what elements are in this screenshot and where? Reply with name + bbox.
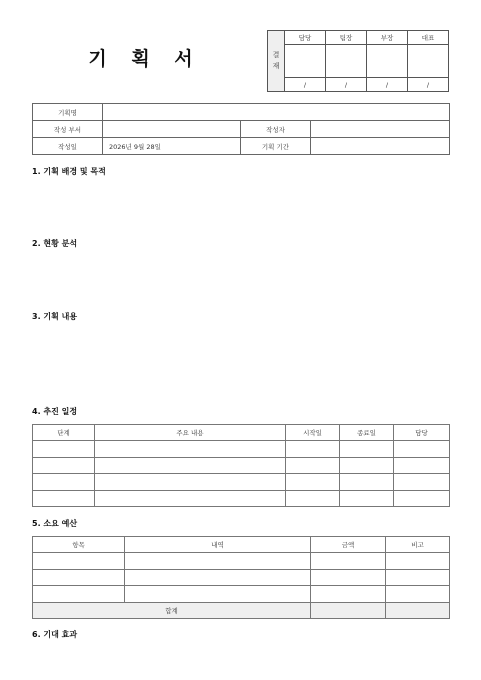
budget-cell[interactable] <box>125 586 311 603</box>
schedule-cell[interactable] <box>33 490 95 507</box>
schedule-cell[interactable] <box>340 474 394 491</box>
approval-role: 담당 <box>285 31 326 45</box>
budget-cell[interactable] <box>311 553 386 570</box>
period-field[interactable] <box>311 138 450 155</box>
dept-label: 작성 부서 <box>33 121 103 138</box>
budget-header-cell: 내역 <box>125 537 311 553</box>
schedule-cell[interactable] <box>95 441 286 458</box>
schedule-header-cell: 단계 <box>33 425 95 441</box>
approval-date-cell[interactable]: / <box>367 78 408 92</box>
table-row <box>33 474 450 491</box>
author-label: 작성자 <box>241 121 311 138</box>
schedule-cell[interactable] <box>340 457 394 474</box>
schedule-cell[interactable] <box>95 457 286 474</box>
approval-side-label-2: 재 <box>272 62 280 70</box>
budget-total-row <box>33 602 450 619</box>
approval-sign-cell[interactable] <box>285 45 326 78</box>
budget-cell[interactable] <box>386 586 450 603</box>
section-heading-analysis: 2. 현황 분석 <box>32 239 78 248</box>
budget-total-label: 합계 <box>33 602 311 619</box>
budget-table <box>32 536 450 619</box>
table-row <box>33 441 450 458</box>
approval-sign-cell[interactable] <box>408 45 449 78</box>
section-heading-effects: 6. 기대 효과 <box>32 630 78 639</box>
approval-box <box>267 30 449 92</box>
budget-cell[interactable] <box>33 586 125 603</box>
schedule-header-cell: 담당 <box>394 425 450 441</box>
schedule-cell[interactable] <box>286 474 340 491</box>
budget-cell[interactable] <box>33 553 125 570</box>
approval-date-cell[interactable]: / <box>408 78 449 92</box>
plan-name-label: 기획명 <box>33 104 103 121</box>
document-title: 기 획 서 <box>88 48 202 70</box>
table-row <box>33 457 450 474</box>
plan-name-field[interactable] <box>103 104 450 121</box>
budget-cell[interactable] <box>125 553 311 570</box>
schedule-cell[interactable] <box>33 474 95 491</box>
schedule-cell[interactable] <box>95 474 286 491</box>
approval-sign-cell[interactable] <box>326 45 367 78</box>
budget-cell[interactable] <box>311 569 386 586</box>
section-heading-content: 3. 기획 내용 <box>32 312 78 321</box>
schedule-header-cell: 종료일 <box>340 425 394 441</box>
section-heading-budget: 5. 소요 예산 <box>32 519 78 528</box>
approval-date-cell[interactable]: / <box>326 78 367 92</box>
approval-role: 팀장 <box>326 31 367 45</box>
budget-cell[interactable] <box>311 586 386 603</box>
approval-date-cell[interactable]: / <box>285 78 326 92</box>
period-label: 기획 기간 <box>241 138 311 155</box>
table-row <box>33 490 450 507</box>
approval-role: 대표 <box>408 31 449 45</box>
schedule-cell[interactable] <box>340 490 394 507</box>
table-row <box>33 553 450 570</box>
budget-cell[interactable] <box>386 569 450 586</box>
section-heading-schedule: 4. 추진 일정 <box>32 407 78 416</box>
date-field[interactable]: 2026년 9월 28일 <box>103 138 241 155</box>
schedule-cell[interactable] <box>33 457 95 474</box>
schedule-cell[interactable] <box>33 441 95 458</box>
schedule-cell[interactable] <box>394 490 450 507</box>
schedule-cell[interactable] <box>286 457 340 474</box>
approval-role: 부장 <box>367 31 408 45</box>
budget-cell[interactable] <box>33 569 125 586</box>
table-row <box>33 569 450 586</box>
budget-cell[interactable] <box>386 553 450 570</box>
schedule-cell[interactable] <box>394 441 450 458</box>
schedule-cell[interactable] <box>394 474 450 491</box>
schedule-cell[interactable] <box>286 490 340 507</box>
table-row <box>33 586 450 603</box>
section-heading-background: 1. 기획 배경 및 목적 <box>32 167 106 176</box>
info-table <box>32 103 450 155</box>
approval-side-label-1: 결 <box>272 51 280 59</box>
schedule-cell[interactable] <box>95 490 286 507</box>
schedule-cell[interactable] <box>340 441 394 458</box>
budget-header-cell: 항목 <box>33 537 125 553</box>
schedule-cell[interactable] <box>286 441 340 458</box>
budget-total-amount[interactable] <box>311 602 386 619</box>
budget-header-cell: 비고 <box>386 537 450 553</box>
author-field[interactable] <box>311 121 450 138</box>
budget-cell[interactable] <box>125 569 311 586</box>
schedule-cell[interactable] <box>394 457 450 474</box>
schedule-header-cell: 주요 내용 <box>95 425 286 441</box>
dept-field[interactable] <box>103 121 241 138</box>
approval-side-label <box>268 31 285 92</box>
date-label: 작성일 <box>33 138 103 155</box>
schedule-header-cell: 시작일 <box>286 425 340 441</box>
budget-total-note[interactable] <box>386 602 450 619</box>
budget-header-cell: 금액 <box>311 537 386 553</box>
approval-sign-cell[interactable] <box>367 45 408 78</box>
schedule-table <box>32 424 450 507</box>
